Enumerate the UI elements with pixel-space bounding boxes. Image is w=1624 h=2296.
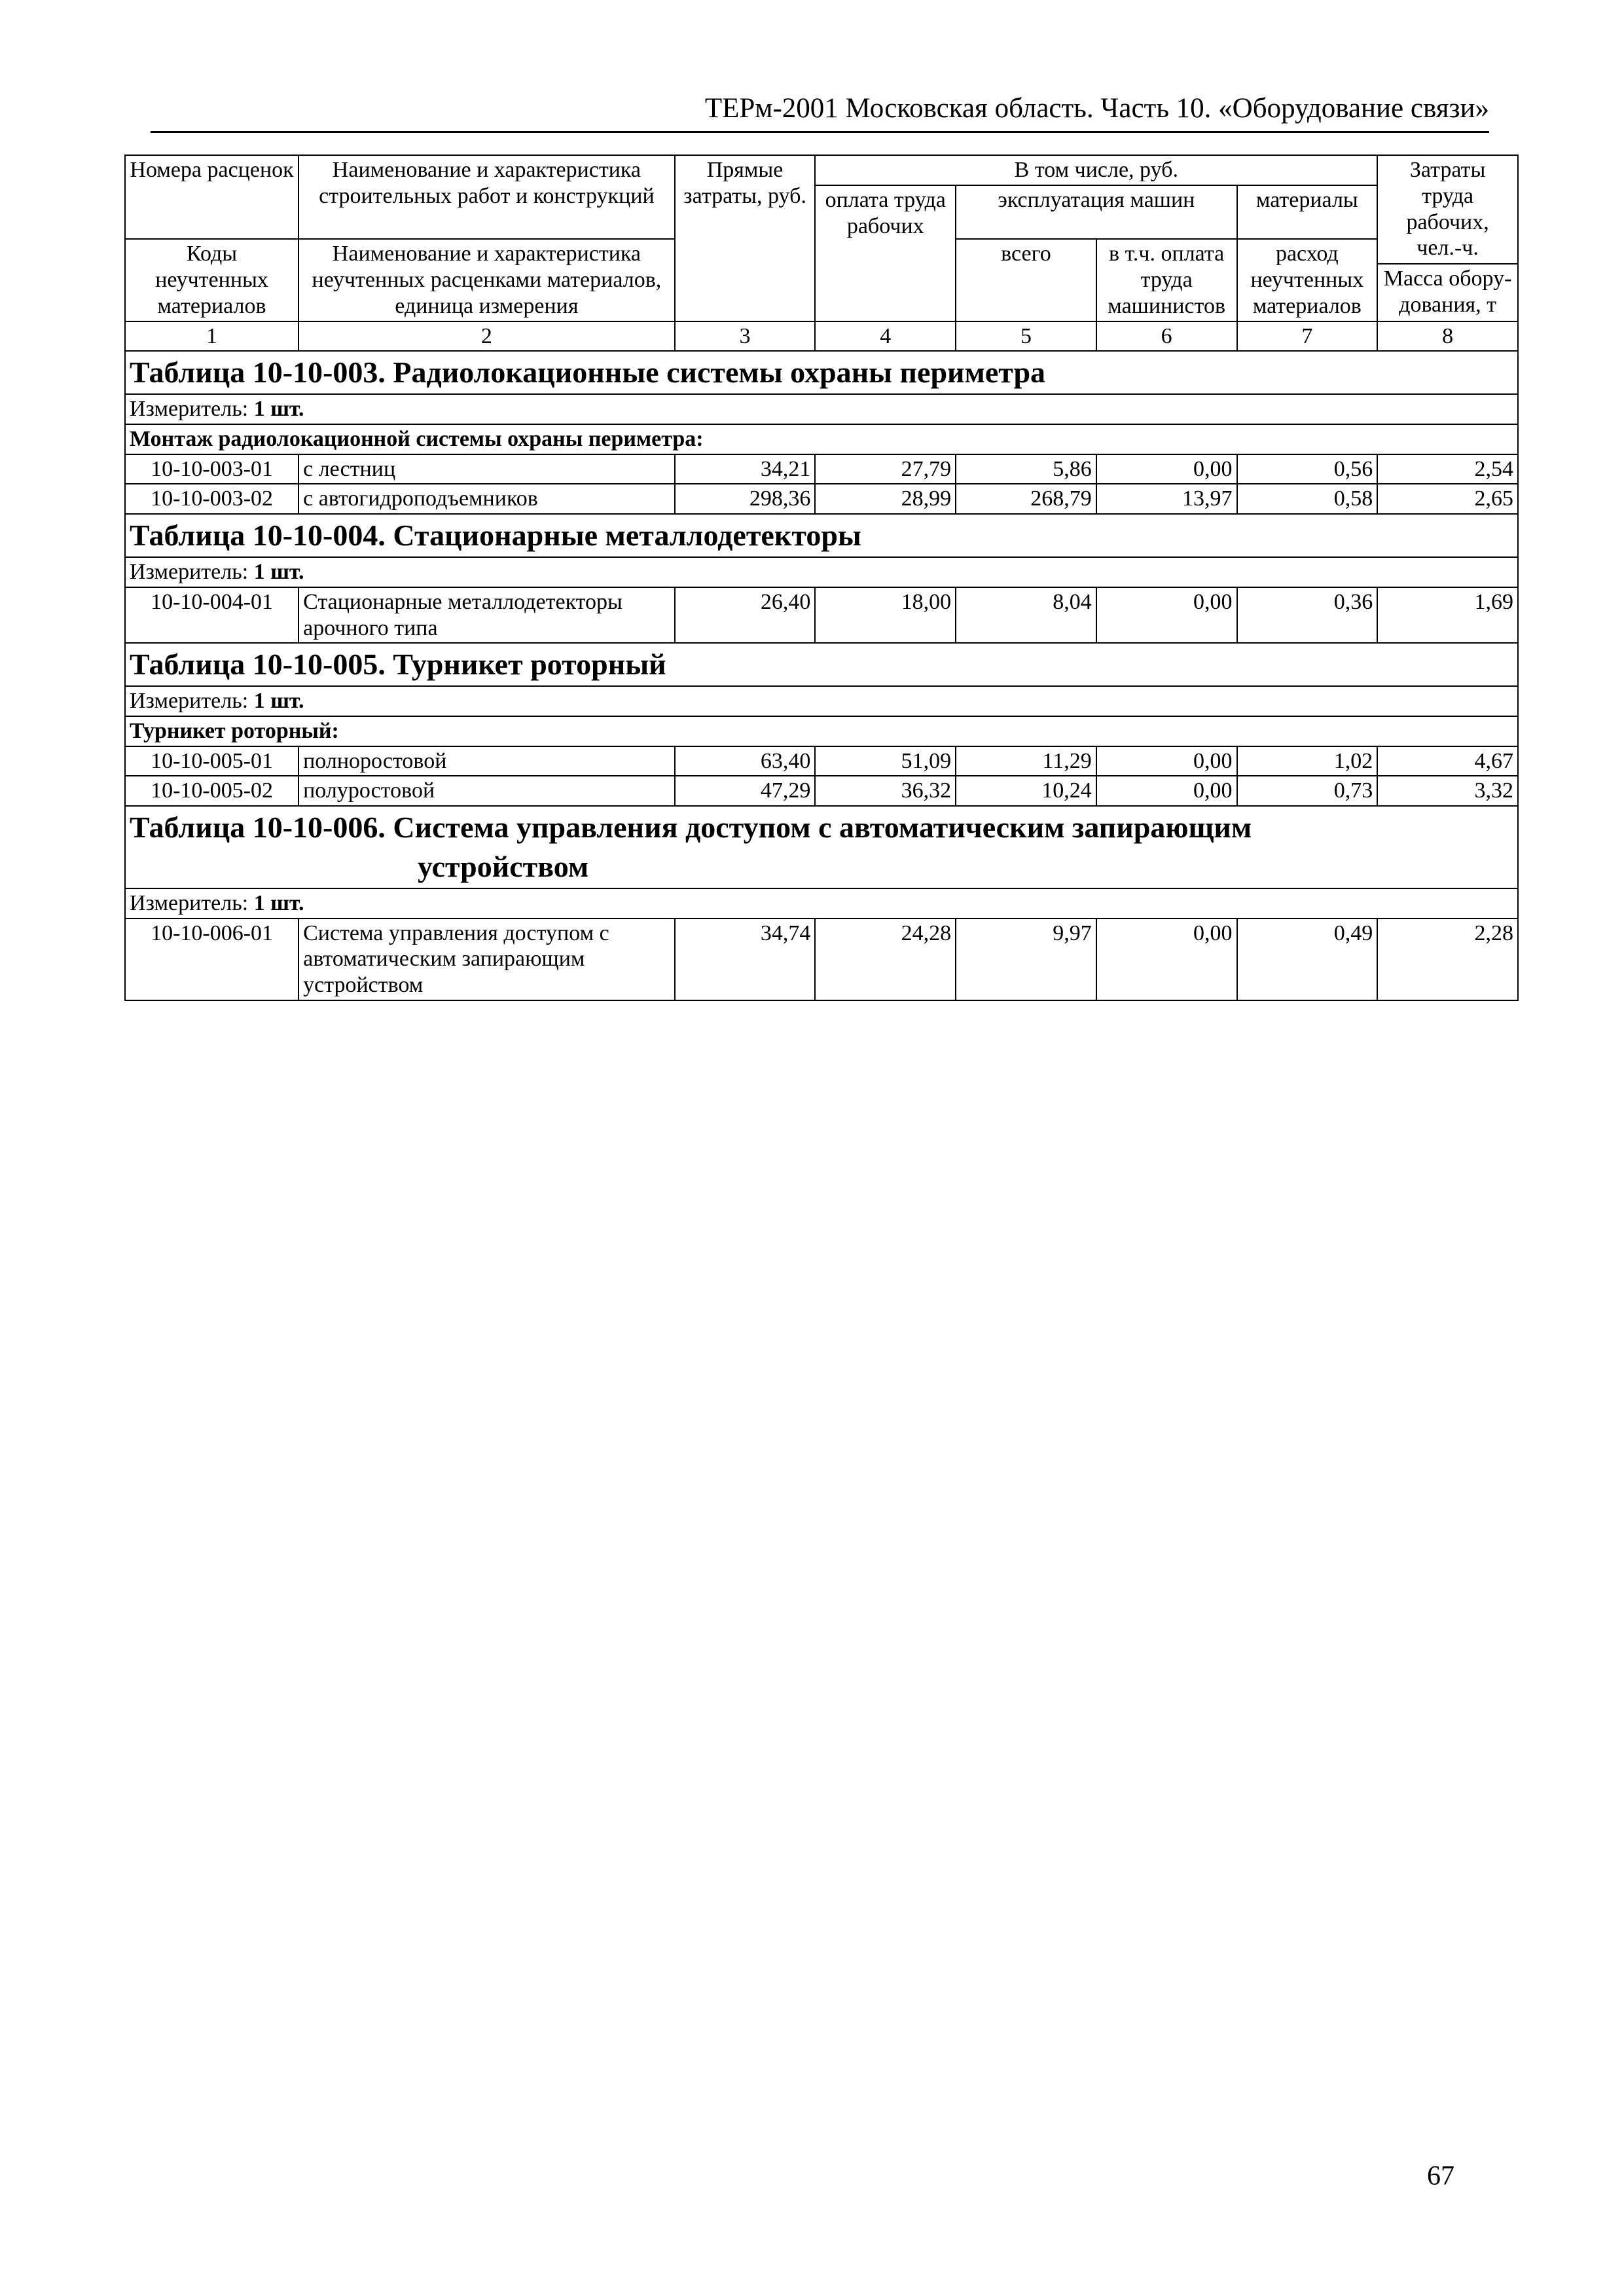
header-materials-unaccounted: расход неучтенных материалов [1237,239,1378,321]
column-number: 6 [1096,321,1237,352]
rate-name: с автогидроподъемников [298,484,675,514]
page-number: 67 [1427,2161,1454,2191]
direct-costs: 34,74 [675,919,816,1000]
section-title: Таблица 10-10-004. Стационарные металлодетекторы [130,519,861,553]
section-title-row [125,643,1518,686]
header-machinists-pay: в т.ч. оплата труда машинистов [1096,239,1237,321]
rate-code: 10-10-003-01 [125,454,298,484]
header-direct-costs: Прямые затраты, руб. [675,155,816,321]
header-including: В том числе, руб. [815,155,1377,185]
rate-name: Стационарные металлодетекторы арочного типа [298,587,675,644]
machinists-pay: 0,00 [1096,454,1237,484]
rate-name: полноростовой [298,746,675,776]
labor-cost: 2,28 [1377,919,1518,1000]
header-labor-cost: Затраты труда рабочих, чел.-ч. [1377,155,1518,264]
direct-costs: 298,36 [675,484,816,514]
table-row [125,919,1518,1000]
column-number: 2 [298,321,675,352]
header-rate-numbers: Номера расценок [125,155,298,239]
section-title-line-1: Таблица 10-10-006. Система управления доступом с автоматическим запирающим [130,811,1252,845]
rate-code: 10-10-006-01 [125,919,298,1000]
unit-label: Измеритель: [130,397,249,422]
column-number: 1 [125,321,298,352]
section-title [130,811,1252,883]
direct-costs: 26,40 [675,587,816,644]
header-machines: эксплуатация машин [956,185,1236,240]
machinists-pay: 0,00 [1096,746,1237,776]
table-row [125,776,1518,806]
machinists-pay: 0,00 [1096,919,1237,1000]
unit-row [125,394,1518,424]
unit-value: 1 шт. [253,397,304,422]
unit-row [125,686,1518,716]
labor-pay: 36,32 [815,776,956,806]
header-labor-pay: оплата труда рабочих [815,185,956,321]
labor-pay: 18,00 [815,587,956,644]
header-work-name: Наименование и характеристика строительных работ и конструкций [298,155,675,239]
column-number: 5 [956,321,1096,352]
labor-pay: 24,28 [815,919,956,1000]
machines-total: 9,97 [956,919,1096,1000]
unit-label: Измеритель: [130,560,249,585]
rate-code: 10-10-005-02 [125,776,298,806]
column-number: 3 [675,321,816,352]
rate-name: полуростовой [298,776,675,806]
labor-pay: 27,79 [815,454,956,484]
header-unaccounted-names: Наименование и характеристика неучтенных расценками материалов, единица измерения [298,239,675,321]
unit-value: 1 шт. [253,890,304,915]
table-row [125,454,1518,484]
section-title-row [125,806,1518,888]
machines-total: 268,79 [956,484,1096,514]
group-row [125,716,1518,746]
column-number: 8 [1377,321,1518,352]
section-title: Таблица 10-10-005. Турникет роторный [130,647,666,682]
machines-total: 8,04 [956,587,1096,644]
table-row [125,484,1518,514]
materials: 0,49 [1237,919,1378,1000]
header-equipment-mass: Масса обору-дования, т [1377,264,1518,321]
rate-code: 10-10-004-01 [125,587,298,644]
rate-name: Система управления доступом с автоматическим запирающим устройством [298,919,675,1000]
table-row [125,587,1518,644]
materials: 0,36 [1237,587,1378,644]
section-title-row [125,351,1518,394]
machines-total: 11,29 [956,746,1096,776]
labor-cost: 3,32 [1377,776,1518,806]
section-title-row [125,514,1518,557]
rate-name: с лестниц [298,454,675,484]
unit-label: Измеритель: [130,890,249,915]
header-row-1 [125,155,1518,185]
section-title-line-2: устройством [418,849,589,883]
rate-code: 10-10-003-02 [125,484,298,514]
running-head: ТЕРм-2001 Московская область. Часть 10. «Оборудование связи» [151,92,1489,133]
column-numbers-row [125,321,1518,352]
header-unaccounted-codes: Коды неучтенных материалов [125,239,298,321]
column-number: 7 [1237,321,1378,352]
machinists-pay: 0,00 [1096,587,1237,644]
direct-costs: 47,29 [675,776,816,806]
group-label: Турникет роторный: [125,716,1518,746]
unit-row [125,557,1518,587]
rate-code: 10-10-005-01 [125,746,298,776]
direct-costs: 34,21 [675,454,816,484]
machinists-pay: 0,00 [1096,776,1237,806]
unit-value: 1 шт. [253,560,304,585]
labor-pay: 51,09 [815,746,956,776]
unit-value: 1 шт. [253,689,304,714]
machines-total: 5,86 [956,454,1096,484]
header-machines-total: всего [956,239,1096,321]
labor-cost: 2,54 [1377,454,1518,484]
direct-costs: 63,40 [675,746,816,776]
labor-cost: 2,65 [1377,484,1518,514]
materials: 0,58 [1237,484,1378,514]
section-title: Таблица 10-10-003. Радиолокационные системы охраны периметра [130,355,1046,390]
machinists-pay: 13,97 [1096,484,1237,514]
unit-label: Измеритель: [130,689,249,714]
labor-cost: 4,67 [1377,746,1518,776]
header-materials: материалы [1237,185,1378,240]
materials: 1,02 [1237,746,1378,776]
rates-table [124,155,1519,1001]
column-number: 4 [815,321,956,352]
machines-total: 10,24 [956,776,1096,806]
table-row [125,746,1518,776]
materials: 0,73 [1237,776,1378,806]
group-row [125,424,1518,454]
materials: 0,56 [1237,454,1378,484]
labor-cost: 1,69 [1377,587,1518,644]
labor-pay: 28,99 [815,484,956,514]
group-label: Монтаж радиолокационной системы охраны периметра: [125,424,1518,454]
unit-row [125,888,1518,919]
